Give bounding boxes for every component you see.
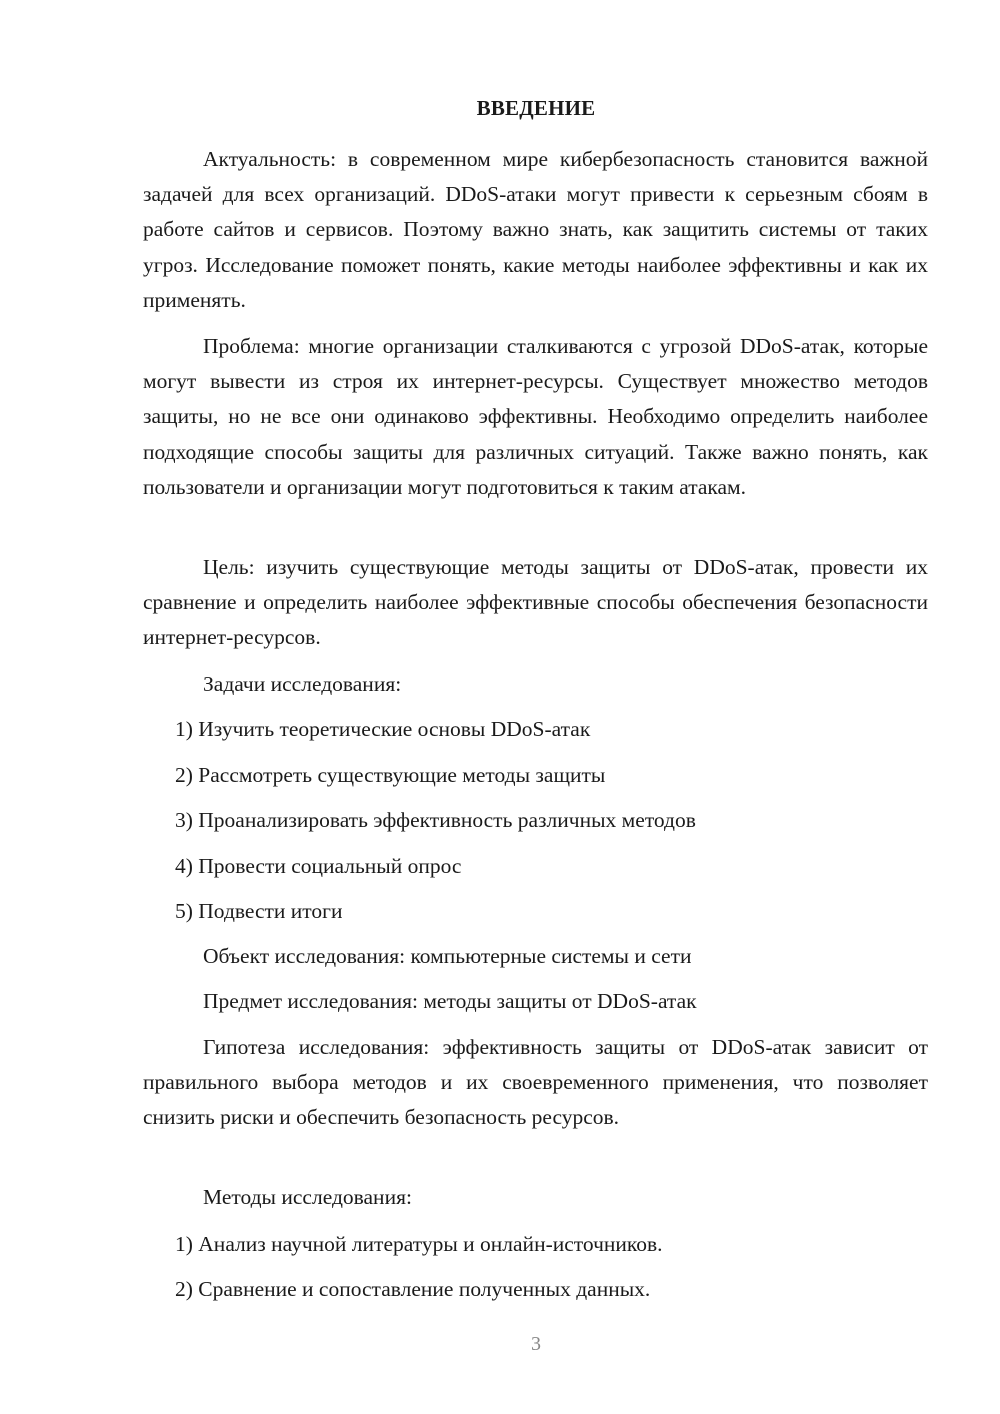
relevance-paragraph: Актуальность: в современном мире кибербезопасность становится важной задачей для всех организаций. DDoS-атаки могут привести к серьезным сбоям в работе сайтов и сервисов. Поэтому важно знать, как защитить системы от таких угроз. Исследование поможет понять, какие методы наиболее эффективны и как их применять. <box>143 147 928 312</box>
task-item: 3) Проанализировать эффективность различных методов <box>175 808 696 832</box>
task-item: 5) Подвести итоги <box>175 899 343 923</box>
task-item: 1) Изучить теоретические основы DDoS-атак <box>175 717 591 741</box>
method-item: 2) Сравнение и сопоставление полученных данных. <box>175 1277 651 1301</box>
method-item: 1) Анализ научной литературы и онлайн-источников. <box>175 1232 663 1256</box>
task-item: 2) Рассмотреть существующие методы защиты <box>175 763 606 787</box>
section-title: ВВЕДЕНИЕ <box>476 96 596 120</box>
hypothesis-paragraph: Гипотеза исследования: эффективность защиты от DDoS-атак зависит от правильного выбора методов и их своевременного применения, что позволяет снизить риски и обеспечить безопасность ресурсов. <box>143 1035 928 1130</box>
methods-heading: Методы исследования: <box>203 1185 412 1209</box>
tasks-heading: Задачи исследования: <box>203 672 402 696</box>
goal-paragraph: Цель: изучить существующие методы защиты от DDoS-атак, провести их сравнение и определить наиболее эффективные способы обеспечения безопасности интернет-ресурсов. <box>143 555 928 650</box>
problem-paragraph: Проблема: многие организации сталкиваются с угрозой DDoS-атак, которые могут вывести из строя их интернет-ресурсы. Существует множество методов защиты, но не все они одинаково эффективны. Необходимо определить наиболее подходящие способы защиты для различных ситуаций. Также важно понять, как пользователи и организации могут подготовиться к таким атакам. <box>143 334 928 499</box>
research-object: Объект исследования: компьютерные системы и сети <box>203 944 692 968</box>
page-number: 3 <box>531 1333 541 1355</box>
research-subject: Предмет исследования: методы защиты от DDoS-атак <box>203 989 697 1013</box>
task-item: 4) Провести социальный опрос <box>175 854 462 878</box>
